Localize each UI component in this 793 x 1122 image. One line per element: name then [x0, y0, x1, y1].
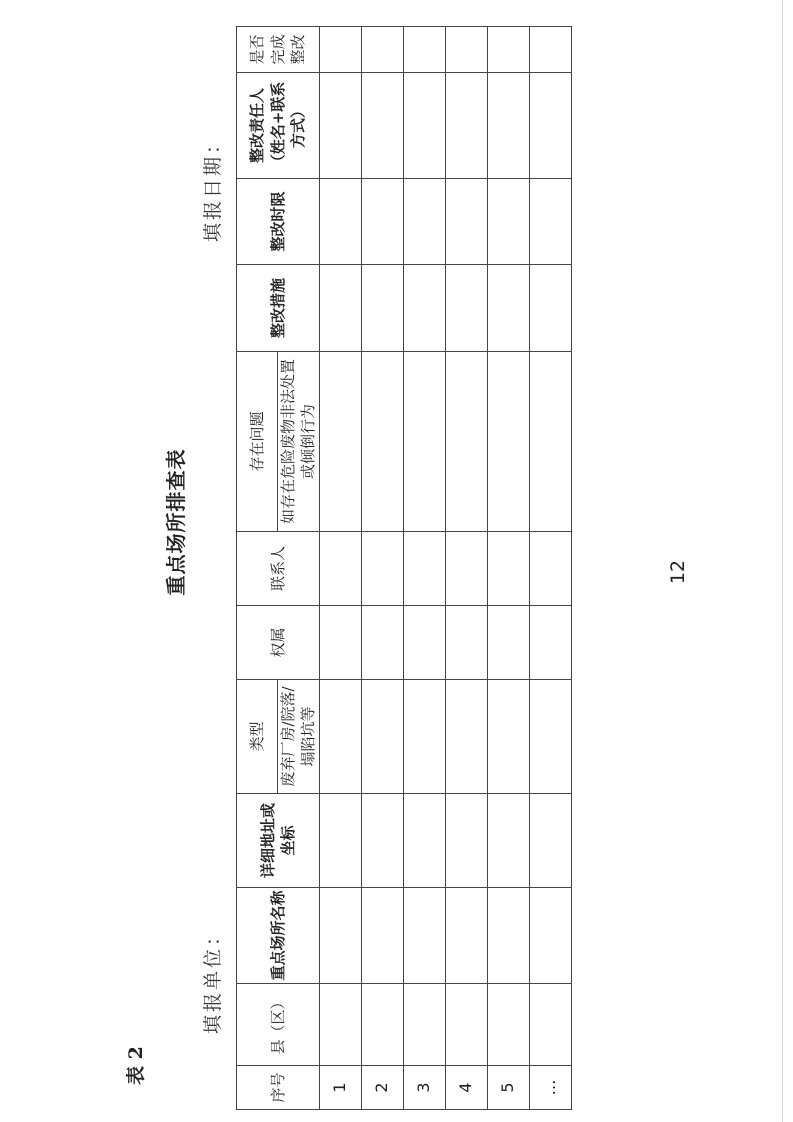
empty-cell	[529, 888, 571, 984]
empty-cell	[319, 265, 361, 352]
empty-cell	[403, 984, 445, 1066]
header-problems: 存在问题	[237, 352, 278, 532]
row-number: 2	[361, 1066, 403, 1110]
empty-cell	[487, 265, 529, 352]
empty-cell	[445, 532, 487, 606]
row-number: 3	[403, 1066, 445, 1110]
empty-cell	[319, 179, 361, 265]
empty-cell	[361, 352, 403, 532]
header-measures: 整改措施	[237, 265, 320, 352]
empty-cell	[445, 680, 487, 794]
inspection-table	[236, 26, 572, 1110]
header-completed: 是否完成整改	[237, 27, 320, 73]
empty-cell	[319, 794, 361, 888]
empty-cell	[361, 179, 403, 265]
empty-cell	[487, 352, 529, 532]
empty-cell	[487, 680, 529, 794]
header-contact: 联系人	[237, 532, 320, 606]
empty-cell	[529, 984, 571, 1066]
empty-cell	[361, 606, 403, 680]
empty-cell	[529, 606, 571, 680]
empty-cell	[319, 606, 361, 680]
empty-cell	[445, 984, 487, 1066]
empty-cell	[361, 73, 403, 179]
header-serial: 序号	[237, 1066, 320, 1110]
empty-cell	[487, 179, 529, 265]
header-type-sub: 废弃厂房/院落/塌陷坑等	[278, 680, 320, 794]
row-number: 1	[319, 1066, 361, 1110]
empty-cell	[361, 794, 403, 888]
empty-cell	[319, 532, 361, 606]
empty-cell	[403, 680, 445, 794]
empty-cell	[319, 73, 361, 179]
empty-cell	[403, 352, 445, 532]
empty-cell	[319, 680, 361, 794]
header-site-name: 重点场所名称	[237, 888, 320, 984]
row-number: 4	[445, 1066, 487, 1110]
header-type: 类型	[237, 680, 278, 794]
empty-cell	[403, 606, 445, 680]
empty-cell	[403, 73, 445, 179]
empty-cell	[319, 888, 361, 984]
header-address: 详细地址或坐标	[237, 794, 320, 888]
empty-cell	[403, 794, 445, 888]
empty-cell	[361, 680, 403, 794]
empty-cell	[319, 352, 361, 532]
table-row	[319, 27, 361, 1110]
empty-cell	[319, 27, 361, 73]
table-row	[529, 27, 571, 1110]
row-number: …	[529, 1066, 571, 1110]
empty-cell	[487, 532, 529, 606]
empty-cell	[403, 27, 445, 73]
empty-cell	[361, 888, 403, 984]
table-row	[403, 27, 445, 1110]
empty-cell	[487, 888, 529, 984]
empty-cell	[529, 532, 571, 606]
empty-cell	[445, 27, 487, 73]
empty-cell	[487, 794, 529, 888]
empty-cell	[445, 794, 487, 888]
empty-cell	[529, 179, 571, 265]
empty-cell	[361, 27, 403, 73]
empty-cell	[487, 27, 529, 73]
empty-cell	[445, 352, 487, 532]
empty-cell	[361, 265, 403, 352]
empty-cell	[445, 73, 487, 179]
empty-cell	[529, 265, 571, 352]
empty-cell	[403, 888, 445, 984]
empty-cell	[487, 606, 529, 680]
page-number: 12	[667, 559, 689, 585]
empty-cell	[403, 265, 445, 352]
reporting-unit-label: 填报单位：	[202, 923, 224, 1034]
empty-cell	[487, 984, 529, 1066]
empty-cell	[445, 888, 487, 984]
header-ownership: 权属	[237, 606, 320, 680]
table-row	[487, 27, 529, 1110]
empty-cell	[487, 73, 529, 179]
empty-cell	[529, 680, 571, 794]
header-deadline: 整改时限	[237, 179, 320, 265]
empty-cell	[529, 73, 571, 179]
empty-cell	[403, 532, 445, 606]
empty-cell	[529, 794, 571, 888]
empty-cell	[529, 27, 571, 73]
row-number: 5	[487, 1066, 529, 1110]
empty-cell	[319, 984, 361, 1066]
empty-cell	[445, 179, 487, 265]
empty-cell	[361, 984, 403, 1066]
empty-cell	[529, 352, 571, 532]
table-number-label: 表 2	[125, 1046, 147, 1085]
header-county: 县（区）	[237, 984, 320, 1066]
empty-cell	[445, 606, 487, 680]
table-row	[361, 27, 403, 1110]
document-title: 重点场所排查表	[164, 448, 188, 596]
reporting-date-label: 填报日期：	[202, 131, 224, 242]
header-problems-sub: 如存在危险废物非法处置或倾倒行为	[278, 352, 320, 532]
empty-cell	[445, 265, 487, 352]
table-row	[445, 27, 487, 1110]
header-responsible: 整改责任人（姓名+联系方式）	[237, 73, 320, 179]
empty-cell	[403, 179, 445, 265]
empty-cell	[361, 532, 403, 606]
